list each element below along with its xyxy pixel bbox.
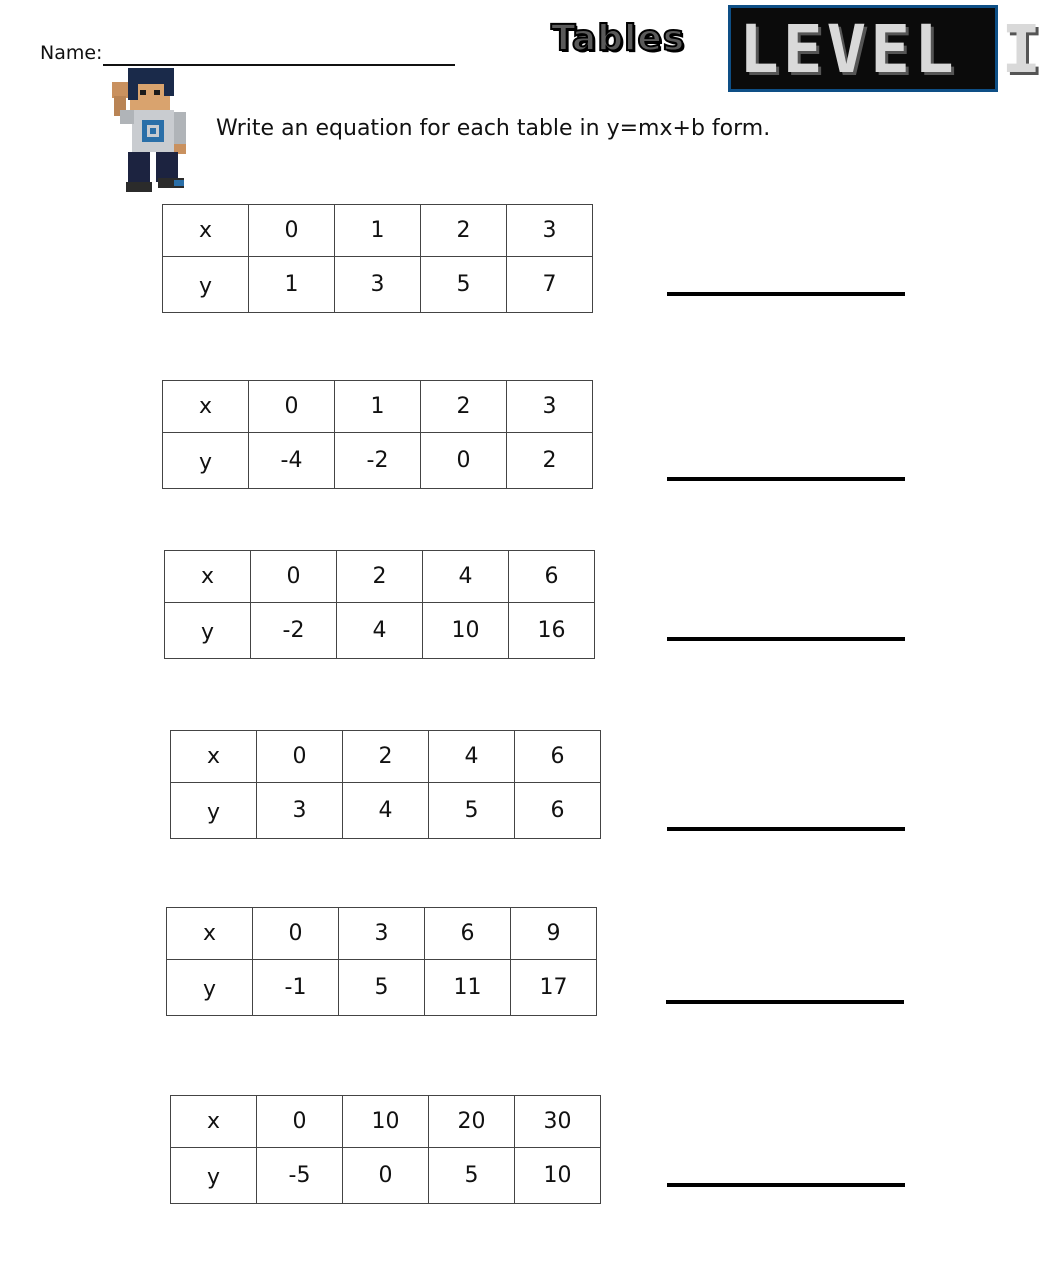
y-value: -2 bbox=[251, 603, 337, 659]
x-label: x bbox=[163, 205, 249, 257]
x-label: x bbox=[167, 908, 253, 960]
y-label: y bbox=[171, 783, 257, 839]
x-value: 2 bbox=[421, 381, 507, 433]
x-value: 2 bbox=[421, 205, 507, 257]
x-row bbox=[165, 551, 595, 603]
y-row bbox=[171, 783, 601, 839]
y-value: 6 bbox=[515, 783, 601, 839]
minecraft-character-image bbox=[108, 68, 213, 196]
y-value: -5 bbox=[257, 1148, 343, 1204]
x-label: x bbox=[165, 551, 251, 603]
x-value: 0 bbox=[257, 1096, 343, 1148]
x-value: 2 bbox=[337, 551, 423, 603]
x-row bbox=[167, 908, 597, 960]
y-label: y bbox=[165, 603, 251, 659]
level-banner-text: LEVEL I bbox=[739, 11, 1045, 88]
answer-line-6[interactable] bbox=[667, 1183, 905, 1187]
x-value: 0 bbox=[257, 731, 343, 783]
xy-table-3 bbox=[164, 550, 595, 659]
x-value: 3 bbox=[507, 381, 593, 433]
x-value: 2 bbox=[343, 731, 429, 783]
answer-line-4[interactable] bbox=[667, 827, 905, 831]
answer-line-2[interactable] bbox=[667, 477, 905, 481]
y-value: 0 bbox=[421, 433, 507, 489]
x-label: x bbox=[171, 731, 257, 783]
x-value: 3 bbox=[507, 205, 593, 257]
y-value: 17 bbox=[511, 960, 597, 1016]
x-row bbox=[171, 731, 601, 783]
y-row bbox=[163, 257, 593, 313]
x-value: 6 bbox=[425, 908, 511, 960]
y-value: 5 bbox=[339, 960, 425, 1016]
x-label: x bbox=[163, 381, 249, 433]
y-value: -2 bbox=[335, 433, 421, 489]
y-label: y bbox=[163, 257, 249, 313]
xy-table-2 bbox=[162, 380, 593, 489]
x-value: 30 bbox=[515, 1096, 601, 1148]
y-value: 1 bbox=[249, 257, 335, 313]
x-value: 0 bbox=[249, 205, 335, 257]
y-row bbox=[165, 603, 595, 659]
answer-line-5[interactable] bbox=[666, 1000, 904, 1004]
x-value: 0 bbox=[251, 551, 337, 603]
y-row bbox=[163, 433, 593, 489]
answer-line-1[interactable] bbox=[667, 292, 905, 296]
x-value: 4 bbox=[423, 551, 509, 603]
x-value: 1 bbox=[335, 205, 421, 257]
y-value: 10 bbox=[515, 1148, 601, 1204]
y-value: 16 bbox=[509, 603, 595, 659]
x-value: 20 bbox=[429, 1096, 515, 1148]
xy-table-5 bbox=[166, 907, 597, 1016]
y-value: 0 bbox=[343, 1148, 429, 1204]
x-value: 9 bbox=[511, 908, 597, 960]
y-value: -1 bbox=[253, 960, 339, 1016]
y-label: y bbox=[167, 960, 253, 1016]
x-row bbox=[163, 381, 593, 433]
x-value: 4 bbox=[429, 731, 515, 783]
xy-table-6 bbox=[170, 1095, 601, 1204]
x-value: 1 bbox=[335, 381, 421, 433]
answer-line-3[interactable] bbox=[667, 637, 905, 641]
y-value: 3 bbox=[335, 257, 421, 313]
y-row bbox=[167, 960, 597, 1016]
y-value: 11 bbox=[425, 960, 511, 1016]
y-value: 4 bbox=[337, 603, 423, 659]
x-row bbox=[163, 205, 593, 257]
y-row bbox=[171, 1148, 601, 1204]
y-value: 5 bbox=[429, 1148, 515, 1204]
instruction-text: Write an equation for each table in y=mx+b form. bbox=[216, 116, 771, 141]
name-label: Name: bbox=[40, 42, 103, 64]
y-label: y bbox=[171, 1148, 257, 1204]
x-row bbox=[171, 1096, 601, 1148]
x-value: 0 bbox=[249, 381, 335, 433]
x-value: 6 bbox=[509, 551, 595, 603]
x-value: 10 bbox=[343, 1096, 429, 1148]
level-banner bbox=[728, 5, 1045, 92]
xy-table-4 bbox=[170, 730, 601, 839]
y-value: 10 bbox=[423, 603, 509, 659]
y-value: 7 bbox=[507, 257, 593, 313]
x-label: x bbox=[171, 1096, 257, 1148]
y-value: 5 bbox=[429, 783, 515, 839]
name-field[interactable] bbox=[103, 64, 455, 66]
worksheet-title: Tables bbox=[551, 18, 686, 59]
y-value: 4 bbox=[343, 783, 429, 839]
y-value: 2 bbox=[507, 433, 593, 489]
xy-table-1 bbox=[162, 204, 593, 313]
y-label: y bbox=[163, 433, 249, 489]
y-value: 5 bbox=[421, 257, 507, 313]
y-value: 3 bbox=[257, 783, 343, 839]
y-value: -4 bbox=[249, 433, 335, 489]
x-value: 3 bbox=[339, 908, 425, 960]
x-value: 6 bbox=[515, 731, 601, 783]
x-value: 0 bbox=[253, 908, 339, 960]
